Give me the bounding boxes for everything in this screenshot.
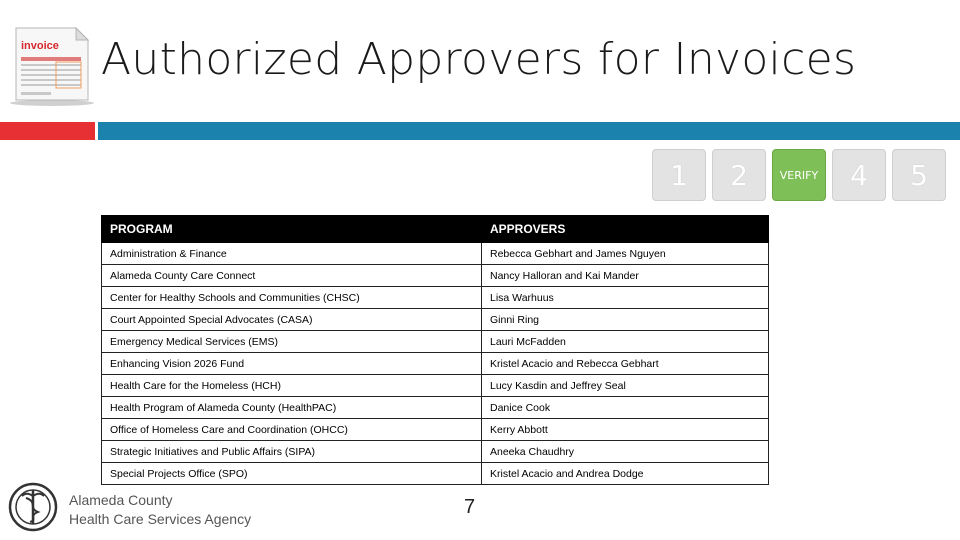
program-cell: Health Care for the Homeless (HCH) <box>102 375 482 397</box>
approvers-cell: Lauri McFadden <box>482 331 769 353</box>
step-verify: VERIFY <box>772 149 826 201</box>
approvers-cell: Danice Cook <box>482 397 769 419</box>
table-row <box>102 287 769 309</box>
invoice-icon <box>4 24 96 108</box>
approvers-header: APPROVERS <box>482 216 769 243</box>
approvers-cell: Ginni Ring <box>482 309 769 331</box>
program-cell: Enhancing Vision 2026 Fund <box>102 353 482 375</box>
approvers-cell: Aneeka Chaudhry <box>482 441 769 463</box>
program-cell: Administration & Finance <box>102 243 482 265</box>
title-accent-bar-red <box>0 122 95 140</box>
program-cell: Strategic Initiatives and Public Affairs (SIPA) <box>102 441 482 463</box>
agency-seal-icon <box>8 482 58 532</box>
table-row <box>102 331 769 353</box>
program-cell: Office of Homeless Care and Coordination (OHCC) <box>102 419 482 441</box>
program-cell: Alameda County Care Connect <box>102 265 482 287</box>
approvers-cell: Kristel Acacio and Andrea Dodge <box>482 463 769 485</box>
approvers-cell: Nancy Halloran and Kai Mander <box>482 265 769 287</box>
step-5: 5 <box>892 149 946 201</box>
invoice-icon-label: invoice <box>21 40 59 52</box>
program-cell: Health Program of Alameda County (HealthPAC) <box>102 397 482 419</box>
step-1: 1 <box>652 149 706 201</box>
table-row <box>102 463 769 485</box>
approvers-table <box>101 215 769 485</box>
program-cell: Court Appointed Special Advocates (CASA) <box>102 309 482 331</box>
table-row <box>102 265 769 287</box>
agency-name-line1: Alameda County <box>69 492 173 508</box>
table-row <box>102 441 769 463</box>
approvers-cell: Kristel Acacio and Rebecca Gebhart <box>482 353 769 375</box>
approvers-cell: Lucy Kasdin and Jeffrey Seal <box>482 375 769 397</box>
table-row <box>102 419 769 441</box>
approvers-cell: Lisa Warhuus <box>482 287 769 309</box>
step-4: 4 <box>832 149 886 201</box>
approvers-cell: Rebecca Gebhart and James Nguyen <box>482 243 769 265</box>
program-header: PROGRAM <box>102 216 482 243</box>
table-row <box>102 397 769 419</box>
table-row <box>102 353 769 375</box>
agency-name-line2: Health Care Services Agency <box>69 511 252 527</box>
program-cell: Emergency Medical Services (EMS) <box>102 331 482 353</box>
title-accent-bar-blue <box>98 122 960 140</box>
program-cell: Special Projects Office (SPO) <box>102 463 482 485</box>
table-header-row <box>102 216 769 243</box>
step-2: 2 <box>712 149 766 201</box>
slide-title: Authorized Approvers for Invoices <box>101 34 857 85</box>
page-number: 7 <box>464 496 476 518</box>
approvers-cell: Kerry Abbott <box>482 419 769 441</box>
table-row <box>102 375 769 397</box>
table-row <box>102 243 769 265</box>
agency-name <box>69 491 251 529</box>
program-cell: Center for Healthy Schools and Communities (CHSC) <box>102 287 482 309</box>
table-row <box>102 309 769 331</box>
